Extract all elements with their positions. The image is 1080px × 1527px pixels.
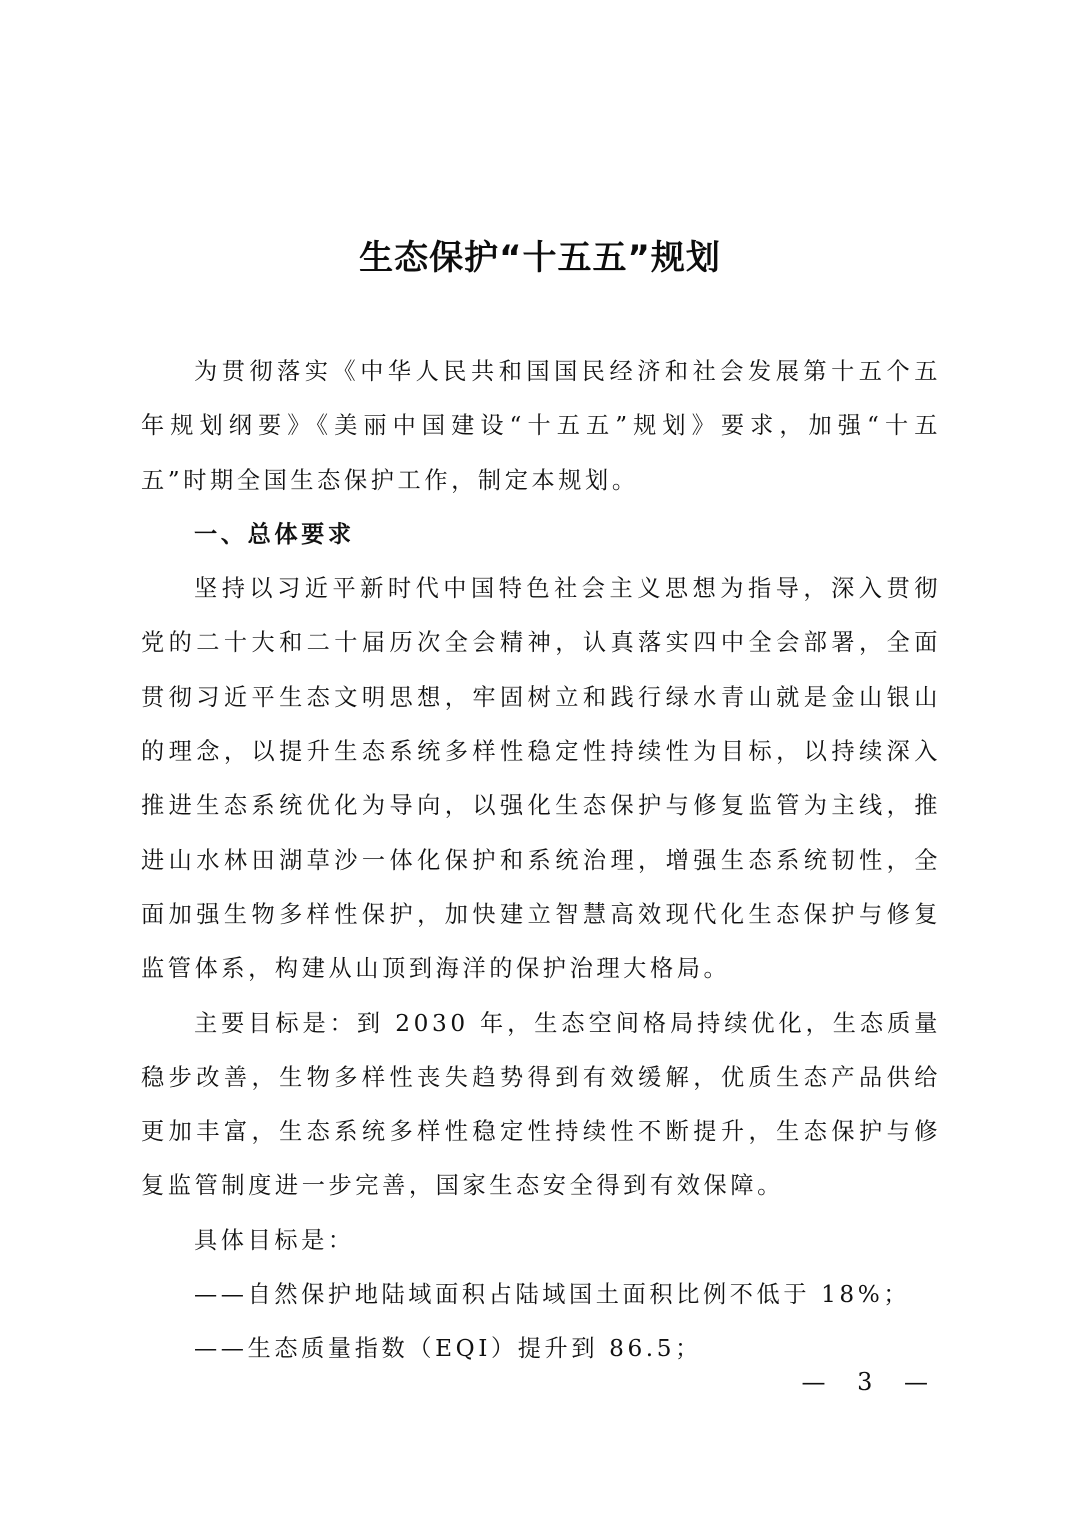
page-number: — 3 — bbox=[801, 1368, 940, 1396]
section-paragraph: 坚持以习近平新时代中国特色社会主义思想为指导，深入贯彻党的二十大和二十届历次全会精神，认真落实四中全会部署，全面贯彻习近平生态文明思想，牢固树立和践行绿水青山就是金山银山的理念，以提升生态系统多样性稳定性持续性为目标，以持续深入推进生态系统优化为导向，以强化生态保护与修复监管为主线，推进山水林田湖草沙一体化保护和系统治理，增强生态系统韧性，全面加强生物多样性保护，加快建立智慧高效现代化生态保护与修复监管体系，构建从山顶到海洋的保护治理大格局。 bbox=[141, 575, 941, 983]
specific-goal-item: ——自然保护地陆域面积占陆域国土面积比例不低于 18%； bbox=[194, 1281, 911, 1309]
specific-goals-label: 具体目标是： bbox=[194, 1226, 355, 1254]
section-heading: 一、总体要求 bbox=[194, 520, 355, 548]
document-body bbox=[141, 345, 941, 1377]
intro-paragraph: 为贯彻落实《中华人民共和国国民经济和社会发展第十五个五年规划纲要》《美丽中国建设“十五五”规划》要求，加强“十五五”时期全国生态保护工作，制定本规划。 bbox=[141, 358, 941, 494]
main-goal-paragraph: 主要目标是：到 2030 年，生态空间格局持续优化，生态质量稳步改善，生物多样性丧失趋势得到有效缓解，优质生态产品供给更加丰富，生态系统多样性稳定性持续性不断提升，生态保护与修复监管制度进一步完善，国家生态安全得到有效保障。 bbox=[141, 1009, 941, 1200]
document-title: 生态保护“十五五”规划 bbox=[359, 238, 721, 278]
specific-goal-item: ——生态质量指数（EQI）提升到 86.5； bbox=[194, 1335, 702, 1363]
